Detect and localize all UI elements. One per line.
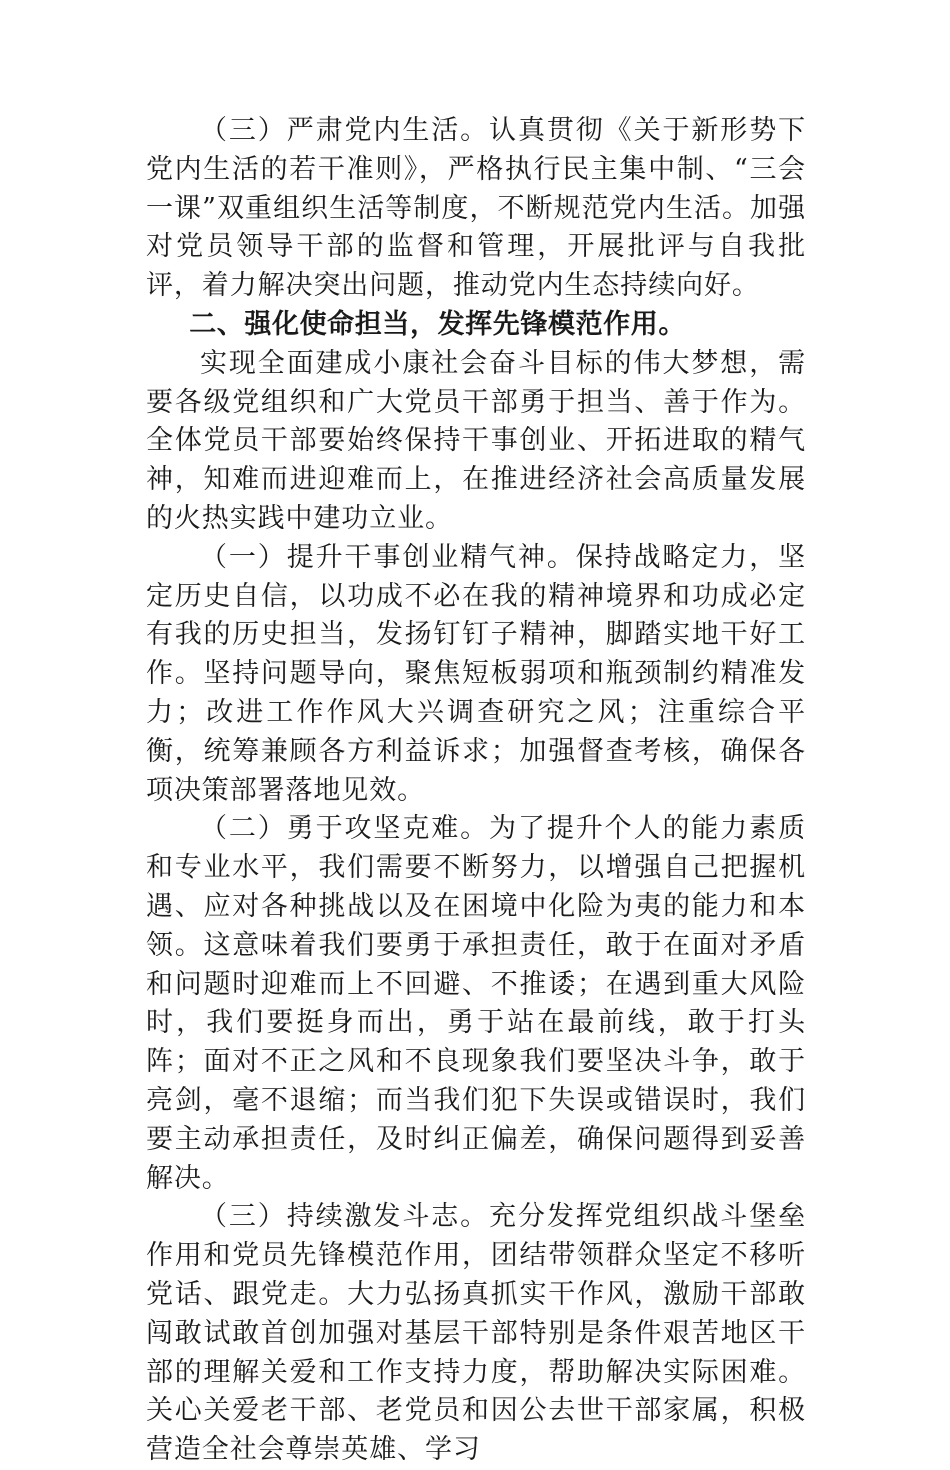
paragraph-overcome-difficulties: （二）勇于攻坚克难。为了提升个人的能力素质和专业水平，我们需要不断努力，以增强自己把握机遇、应对各种挑战以及在困境中化险为夷的能力和本领。这意味着我们要勇于承担责任，敢于在面对矛盾和问题时迎难而上不回避、不推诿；在遇到重大风险时，我们要挺身而出，勇于站在最前线，敢于打头阵；面对不正之风和不良现象我们要坚决斗争，敢于亮剑，毫不退缩；而当我们犯下失误或错误时，我们要主动承担责任，及时纠正偏差，确保问题得到妥善解决。 xyxy=(146,813,806,1194)
paragraph-section-intro: 实现全面建成小康社会奋斗目标的伟大梦想，需要各级党组织和广大党员干部勇于担当、善于作为。全体党员干部要始终保持干事创业、开拓进取的精气神，知难而进迎难而上，在推进经济社会高质量发展的火热实践中建功立业。 xyxy=(146,347,806,534)
paragraph-inspire-morale: （三）持续激发斗志。充分发挥党组织战斗堡垒作用和党员先锋模范作用，团结带领群众坚定不移听党话、跟党走。大力弘扬真抓实干作风，激励干部敢闯敢试敢首创加强对基层干部特别是条件艰苦地区干部的理解关爱和工作支持力度，帮助解决实际困难。关心关爱老干部、老党员和因公去世干部家属，积极营造全社会尊崇英雄、学习 xyxy=(146,1201,806,1466)
paragraph-strict-party-life: （三）严肃党内生活。认真贯彻《关于新形势下党内生活的若干准则》，严格执行民主集中制、“三会一课”双重组织生活等制度，不断规范党内生活。加强对党员领导干部的监督和管理，开展批评与自我批评，着力解决突出问题，推动党内生态持续向好。 xyxy=(146,115,806,302)
section-heading-two: 二、强化使命担当，发挥先锋模范作用。 xyxy=(189,308,686,340)
document-body xyxy=(146,112,806,1470)
paragraph-spirit: （一）提升干事创业精气神。保持战略定力，坚定历史自信，以功成不必在我的精神境界和功成必定有我的历史担当，发扬钉钉子精神，脚踏实地干好工作。坚持问题导向，聚焦短板弱项和瓶颈制约精准发力；改进工作作风大兴调查研究之风；注重综合平衡，统筹兼顾各方利益诉求；加强督查考核，确保各项决策部署落地见效。 xyxy=(146,541,806,806)
